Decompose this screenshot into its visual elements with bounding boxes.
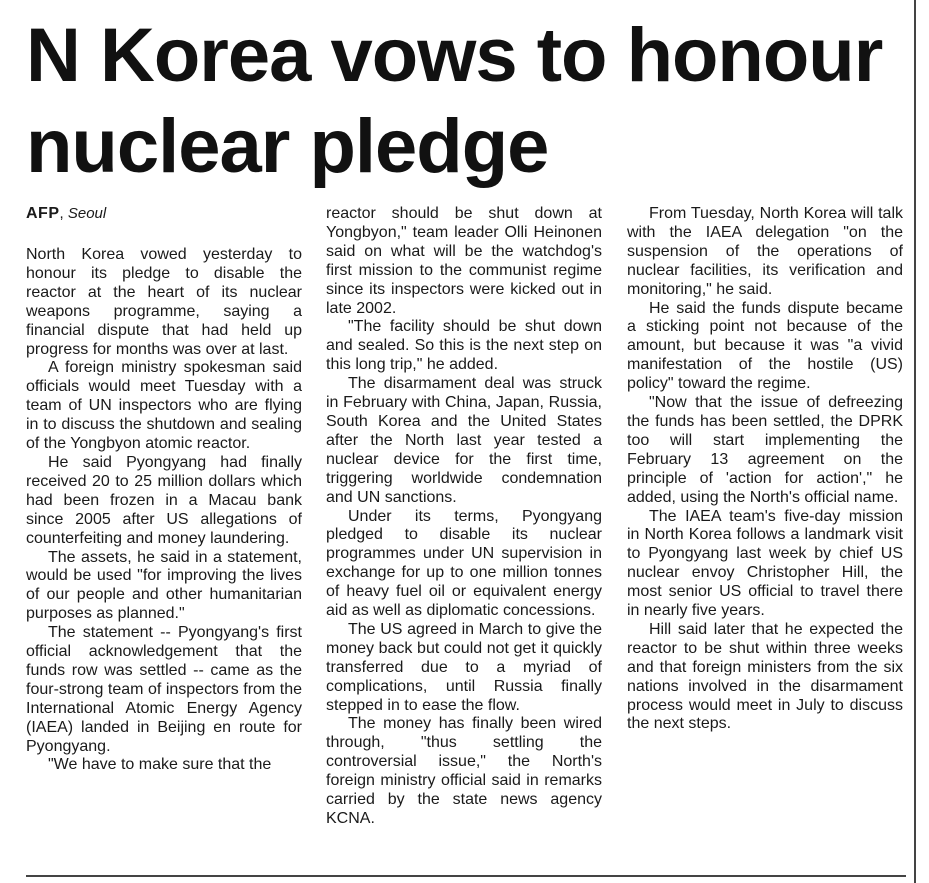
paragraph: The statement -- Pyongyang's first official acknowledgement that the funds row was settled -- came as the four-strong team of inspectors from the International Atomic Energy Agency (IAEA) landed in Beijing en route for Pyongyang.: [26, 624, 302, 755]
byline-separator: ,: [59, 205, 64, 222]
right-column-rule: [914, 0, 916, 883]
paragraph: He said the funds dispute became a sticking point not because of the amount, but because it was "a vivid manifestation of the hostile (US) policy" toward the regime.: [627, 299, 903, 393]
paragraph: A foreign ministry spokesman said officials would meet Tuesday with a team of UN inspectors who are flying in to discuss the shutdown and sealing of the Yongbyon atomic reactor.: [26, 359, 302, 453]
paragraph: He said Pyongyang had finally received 20 to 25 million dollars which had been frozen in a Macau bank since 2005 after US allegations of counterfeiting and money laundering.: [26, 453, 302, 547]
paragraph: Hill said later that he expected the reactor to be shut within three weeks and that foreign ministers from the six nations involved in the disarmament process would meet in July to discuss the next steps.: [627, 620, 903, 733]
bottom-rule: [26, 875, 906, 877]
paragraph: The IAEA team's five-day mission in North Korea follows a landmark visit to Pyongyang last week by chief US nuclear envoy Christopher Hill, the most senior US official to travel there in nearly five years.: [627, 507, 903, 620]
article-headline: N Korea vows to honour nuclear pledge: [26, 13, 883, 189]
byline-place: Seoul: [67, 205, 107, 222]
article-column-1: [26, 205, 302, 775]
article-column-2: [326, 205, 602, 829]
paragraph: The US agreed in March to give the money back but could not get it quickly transferred due to a myriad of complications, until Russia finally stepped in to ease the flow.: [326, 620, 602, 714]
paragraph: The disarmament deal was struck in February with China, Japan, Russia, South Korea and the United States after the North last year tested a nuclear device for the first time, triggering worldwide condemnation and UN sanctions.: [326, 375, 602, 506]
paragraph: The assets, he said in a statement, would be used "for improving the lives of our people and other humanitarian purposes as planned.": [26, 548, 302, 623]
article-body: [26, 205, 908, 865]
paragraph: North Korea vowed yesterday to honour its pledge to disable the reactor at the heart of its nuclear weapons programme, saying a financial dispute that had held up progress for months was over at last.: [26, 246, 302, 358]
paragraph: The money has finally been wired through, "thus settling the controversial issue," the North's foreign ministry official said in remarks carried by the state news agency KCNA.: [326, 715, 602, 827]
article-column-3: [627, 205, 903, 734]
byline: [26, 205, 302, 223]
paragraph: From Tuesday, North Korea will talk with the IAEA delegation "on the suspension of the operations of nuclear facilities, its verification and monitoring," he said.: [627, 205, 903, 298]
byline-agency: AFP: [26, 205, 60, 222]
paragraph: reactor should be shut down at Yongbyon," team leader Olli Heinonen said on what will be the watchdog's first mission to the communist regime since its inspectors were kicked out in late 2002.: [326, 205, 602, 317]
paragraph: "We have to make sure that the: [48, 756, 272, 774]
paragraph: "Now that the issue of defreezing the funds has been settled, the DPRK too will start implementing the February 13 agreement on the principle of 'action for action'," he added, using the North's official name.: [627, 394, 903, 506]
paragraph: Under its terms, Pyongyang pledged to disable its nuclear programmes under UN supervision in exchange for up to one million tonnes of heavy fuel oil or equivalent energy aid as well as diplomatic concessions.: [326, 507, 602, 620]
paragraph: "The facility should be shut down and sealed. So this is the next step on this long trip," he added.: [326, 318, 602, 374]
